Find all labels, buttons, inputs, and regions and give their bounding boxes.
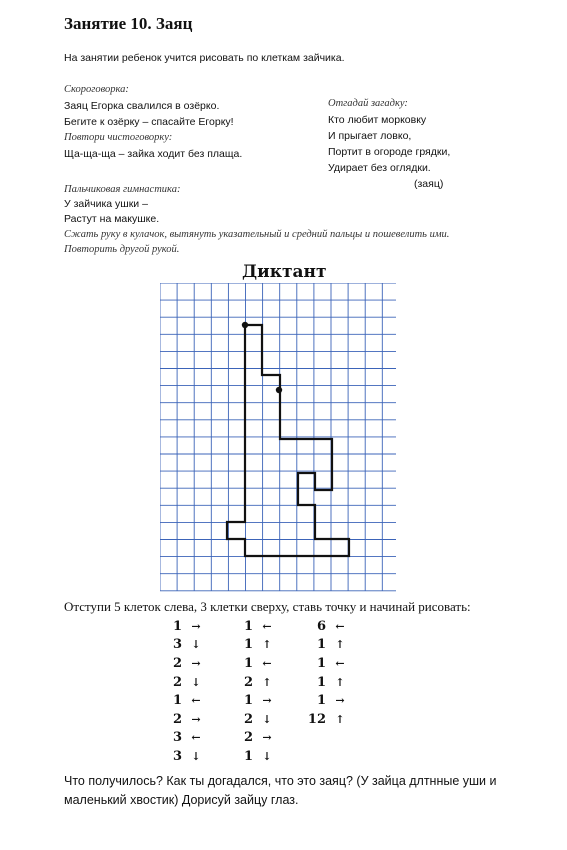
dictation-step [233,636,275,655]
dictation-step [162,673,204,692]
dictation-step [162,729,204,748]
question-text: Что получилось? Как ты догадался, что это заяц? (У зайца длтнные уши и маленький хвостик) Дорисуй зайцу глаз. [64,774,497,807]
dictation-step [233,747,275,766]
arrow-up-icon: ↑ [335,712,345,726]
dictation-column-1 [162,617,204,766]
riddle-label: Отгадай загадку: [328,98,408,109]
riddle-line: Удирает без оглядки. [328,162,431,174]
dictation-step [306,691,348,710]
dictation-step [233,691,275,710]
step-count: 1 [243,655,253,671]
step-count: 1 [316,674,326,690]
step-count: 6 [316,618,326,634]
riddle-block [328,96,450,192]
dictation-column-2 [233,617,275,766]
riddle-line: И прыгает ловко, [328,130,412,142]
tongue-twister-line: Заяц Егорка свалился в озёрко. [64,100,220,112]
dictation-step [162,691,204,710]
arrow-left-icon: ← [191,694,201,708]
dictation-step [233,654,275,673]
step-count: 2 [172,674,182,690]
step-count: 1 [172,693,182,709]
dictation-title: Диктант [242,262,327,282]
dictation-step [306,636,348,655]
arrow-up-icon: ↑ [262,675,272,689]
intro-text: На занятии ребенок учится рисовать по клеткам зайчика. [64,52,345,64]
tongue-twister-line: Бегите к озёрку – спасайте Егорку! [64,116,234,128]
arrow-up-icon: ↑ [335,675,345,689]
arrow-right-icon: → [262,731,272,745]
riddle-line: Портит в огороде грядки, [328,146,451,158]
dictation-step [233,729,275,748]
dictation-column-3 [306,617,348,729]
dictation-step [162,710,204,729]
step-count: 1 [243,618,253,634]
step-count: 1 [316,637,326,653]
dictation-step [306,617,348,636]
pure-phrase-label: Повтори чистоговорку: [64,132,173,143]
step-count: 1 [172,618,182,634]
step-count: 12 [307,711,326,727]
finger-gym-line: У зайчика ушки – [64,198,148,210]
arrow-right-icon: → [191,656,201,670]
arrow-left-icon: ← [262,619,272,633]
tongue-twister-label: Скороговорка: [64,84,129,95]
finger-gym-instruction: Повторить другой рукой. [64,244,180,255]
arrow-left-icon: ← [262,656,272,670]
dictation-grid [160,283,396,593]
dictation-step [233,673,275,692]
arrow-down-icon: ↓ [191,749,201,763]
dictation-step [162,617,204,636]
finger-gym-line: Растут на макушке. [64,213,160,225]
start-dot [242,322,248,328]
step-count: 1 [243,637,253,653]
left-column [64,82,242,162]
step-count: 2 [172,711,182,727]
arrow-up-icon: ↑ [262,638,272,652]
arrow-up-icon: ↑ [335,638,345,652]
step-count: 1 [243,748,253,764]
finger-gym-block [64,182,449,257]
dictation-step [233,710,275,729]
step-count: 2 [172,655,182,671]
eye-dot [276,387,282,393]
arrow-right-icon: → [335,694,345,708]
step-count: 3 [172,748,182,764]
dictation-step [162,747,204,766]
finger-gym-label: Пальчиковая гимнастика: [64,184,181,195]
step-count: 1 [243,693,253,709]
arrow-left-icon: ← [335,656,345,670]
dictation-step [306,654,348,673]
riddle-answer: (заяц) [414,178,444,190]
dictation-instruction: Отступи 5 клеток слева, 3 клетки сверху, ставь точку и начинай рисовать: [64,599,471,614]
step-count: 1 [316,655,326,671]
step-count: 1 [316,693,326,709]
dictation-step [306,673,348,692]
step-count: 3 [172,637,182,653]
dictation-step [162,636,204,655]
step-count: 2 [243,674,253,690]
arrow-down-icon: ↓ [191,638,201,652]
dictation-step [306,710,348,729]
page-title: Занятие 10. Заяц [64,14,193,33]
dictation-step [162,654,204,673]
arrow-down-icon: ↓ [262,749,272,763]
arrow-right-icon: → [191,712,201,726]
pure-phrase-line: Ща-ща-ща – зайка ходит без плаща. [64,148,243,160]
step-count: 2 [243,730,253,746]
riddle-line: Кто любит морковку [328,114,427,126]
step-count: 2 [243,711,253,727]
arrow-left-icon: ← [335,619,345,633]
arrow-down-icon: ↓ [262,712,272,726]
dictation-step [233,617,275,636]
step-count: 3 [172,730,182,746]
finger-gym-instruction: Сжать руку в кулачок, вытянуть указательный и средний пальцы и пошевелить ими. [64,229,450,240]
arrow-right-icon: → [191,619,201,633]
arrow-left-icon: ← [191,731,201,745]
arrow-down-icon: ↓ [191,675,201,689]
arrow-right-icon: → [262,694,272,708]
